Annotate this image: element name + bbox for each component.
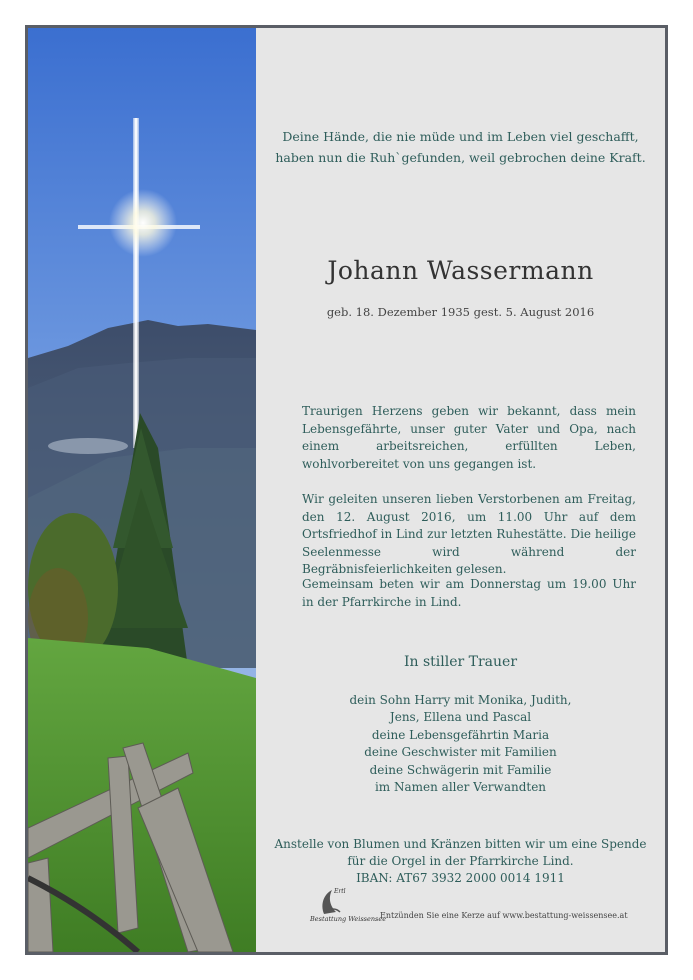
text-panel — [256, 28, 665, 952]
candle-link[interactable]: Entzünden Sie eine Kerze auf www.bestattung-weissensee.at — [380, 911, 628, 920]
donation-note — [256, 836, 665, 888]
mourner-line: Jens, Ellena und Pascal — [389, 710, 532, 725]
mourner-line: deine Geschwister mit Familien — [364, 745, 557, 760]
mourner-line: dein Sohn Harry mit Monika, Judith, — [349, 693, 572, 707]
mourner-line: im Namen aller Verwandten — [374, 780, 547, 795]
iban-line: IBAN: AT67 3932 2000 0014 1911 — [356, 871, 565, 886]
deceased-name: Johann Wassermann — [327, 256, 594, 285]
mourners-list — [256, 692, 665, 796]
mourner-line: deine Schwägerin mit Familie — [369, 762, 552, 777]
verse-line: Deine Hände, die nie müde und im Leben viel geschafft, — [282, 129, 639, 144]
logo-top-text: Ertl — [334, 888, 346, 895]
donation-line: Anstelle von Blumen und Kränzen bitten wir um eine Spende — [274, 837, 647, 851]
prayer-paragraph: Gemeinsam beten wir am Donnerstag um 19.00 Uhr in der Pfarrkirche in Lind. — [302, 577, 636, 609]
funeral-paragraph: Wir geleiten unseren lieben Verstorbenen am Freitag, den 12. August 2016, um 11.00 Uhr auf dem Ortsfriedhof in Lind zur letzten Ruhestätte. Die heilige Seelenmesse wird während der Begräbnisfeierlichkeiten gelesen. — [302, 492, 636, 577]
logo-bottom-text: Bestattung Weissensee — [310, 915, 387, 923]
memorial-photo — [28, 28, 256, 952]
announcement-paragraph: Traurigen Herzens geben wir bekannt, dass mein Lebensgefährte, unser guter Vater und Opa, nach einem arbeitsreichen, erfüllten Leben, wohlvorbereitet von uns gegangen ist. — [302, 404, 636, 471]
obituary-card — [25, 25, 668, 955]
memorial-verse — [256, 126, 665, 168]
in-sorrow-heading: In stiller Trauer — [403, 654, 518, 670]
verse-line: haben nun die Ruh`gefunden, weil gebrochen deine Kraft. — [275, 150, 646, 165]
life-dates: geb. 18. Dezember 1935 gest. 5. August 2016 — [326, 305, 595, 319]
footer — [302, 884, 662, 924]
mourner-line: deine Lebensgefährtin Maria — [371, 727, 550, 742]
donation-line: für die Orgel in der Pfarrkirche Lind. — [347, 854, 574, 869]
funeral-home-logo — [310, 884, 387, 924]
